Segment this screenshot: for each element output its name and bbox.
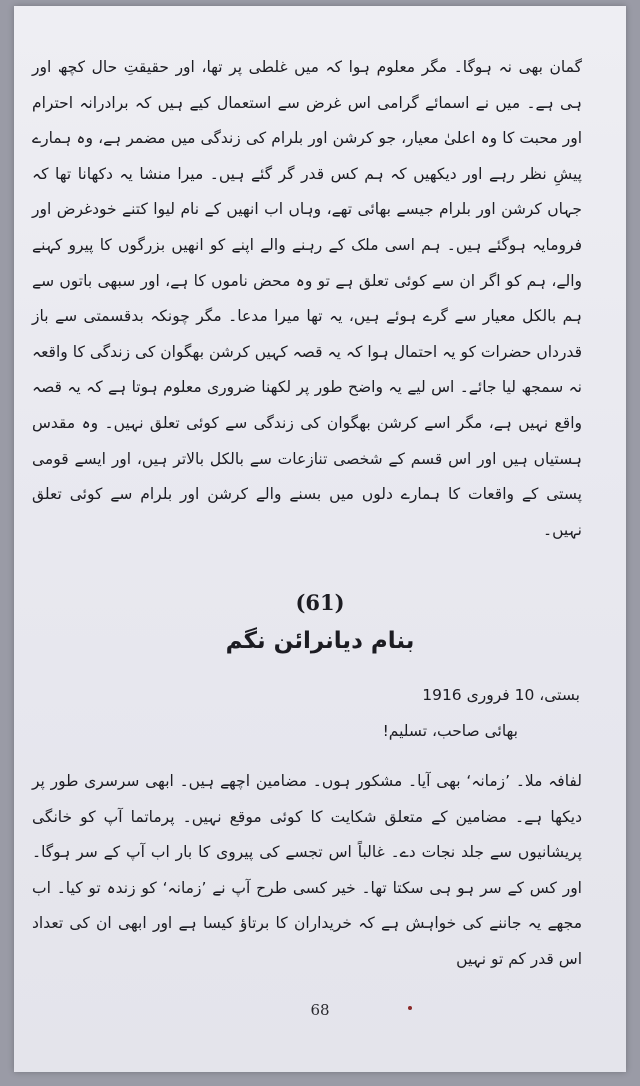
ink-dot (408, 1006, 412, 1010)
paragraph-top (32, 50, 582, 548)
place-date: بستی، 10 فروری 1916 (422, 686, 580, 704)
letter-text: لفافہ ملا۔ ’زمانہ‘ بھی آیا۔ مشکور ہوں۔ مضامین اچھے ہیں۔ ابھی سرسری طور پر دیکھا ہے۔ مضامین کے متعلق شکایت کا کوئی موقع نہیں۔ پرماتما آپ کو خانگی پریشانیوں سے جلد نجات دے۔ غالباً اس تجسے کی پیروی کا بار اب آپ کے سر ہوگا۔ اور کس کے سر ہو ہی سکتا تھا۔ خیر کسی طرح آپ نے ’زمانہ‘ کو زندہ تو کیا۔ اب مجھے یہ جاننے کی خواہش ہے کہ خریداران کا برتاؤ کیسا ہے اور ابھی ان کی تعداد اس قدر کم تو نہیں (32, 772, 582, 968)
greeting: بھائی صاحب، تسلیم! (382, 722, 518, 740)
letter-body (32, 764, 582, 978)
letter-number: (61) (295, 590, 345, 615)
page-number: 68 (310, 1001, 330, 1019)
paragraph-text: گمان بھی نہ ہوگا۔ مگر معلوم ہوا کہ میں غلطی پر تھا، اور حقیقتِ حال کچھ اور ہی ہے۔ میں نے اسمائے گرامی اس غرض سے استعمال کیے ہیں کہ برادرانہ احترام اور محبت کا وہ اعلیٰ معیار، جو کرشن اور بلرام کی زندگی میں مضمر ہے، وہ ہمارے پیشِ نظر رہے اور دیکھیں کہ ہم کس قدر گر گئے ہیں۔ میرا منشا یہ دکھانا تھا کہ جہاں کرشن اور بلرام جیسے بھائی تھے، وہاں اب انھیں کے نام لیوا کتنے خودغرض اور فرومایہ ہوگئے ہیں۔ ہم اسی ملک کے رہنے والے اپنے کو انھیں بزرگوں کا پیرو کہنے والے، ہم کو اگر ان سے کوئی تعلق ہے تو وہ محض ناموں کا ہے، اور سبھی باتوں سے ہم بالکل معیار سے گرے ہوئے ہیں، یہ تھا میرا مدعا۔ مگر چونکہ بدقسمتی سے باز قدرداں حضرات کو یہ احتمال ہوا کہ یہ قصہ کہیں کرشن بھگوان کی زندگی کا واقعہ نہ سمجھ لیا جائے۔ اس لیے یہ واضح طور پر لکھنا ضروری معلوم ہوتا ہے کہ یہ قصہ واقع نہیں ہے، مگر اسے کرشن بھگوان کی زندگی سے کوئی تعلق نہیں۔ وہ مقدس ہستیاں ہیں اور اس قسم کے شخصی تنازعات سے بالکل بالاتر ہیں، اور ایسے قومی پستی کے واقعات کا ہمارے دلوں میں بسنے والے کرشن اور بلرام سے کوئی تعلق نہیں۔ (32, 58, 582, 539)
letter-title: بنام دیانرائن نگم (225, 628, 415, 654)
book-page (14, 6, 626, 1072)
